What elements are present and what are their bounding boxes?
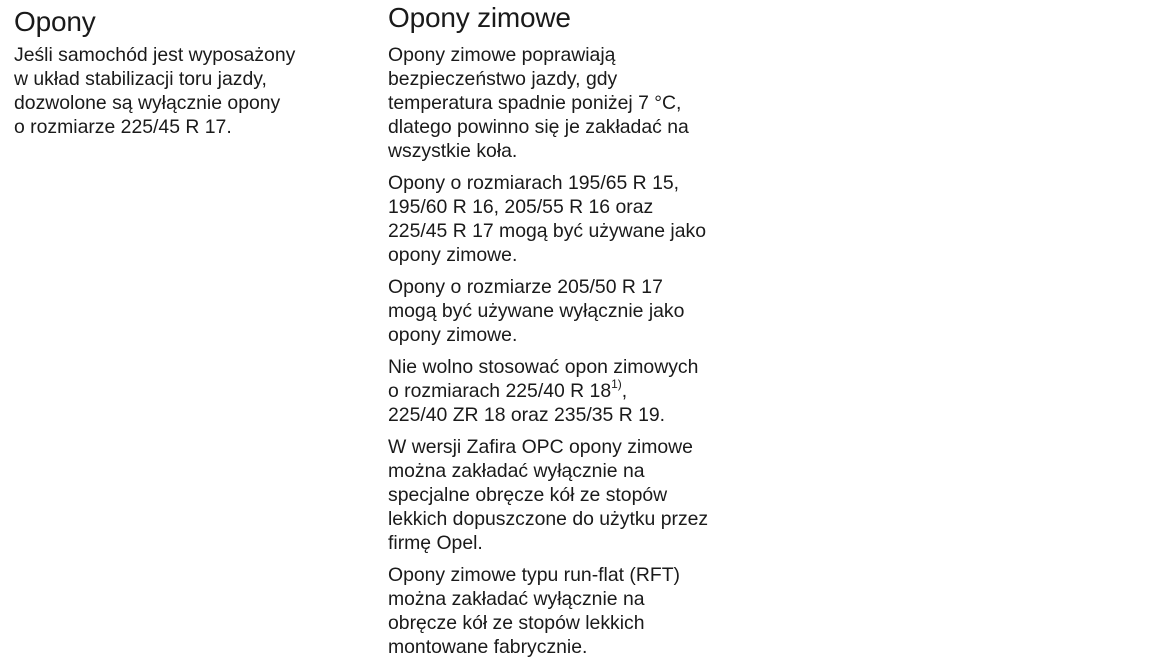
text-line: opony zimowe. xyxy=(388,244,518,266)
text-line: lekkich dopuszczone do użytku przez xyxy=(388,508,709,530)
text-line: dlatego powinno się je zakładać na xyxy=(388,116,689,138)
text-line: Opony o rozmiarze 205/50 R 17 xyxy=(388,276,663,298)
section-heading-tyres: Opony xyxy=(14,6,96,37)
winter-paragraph-opc xyxy=(388,435,788,555)
footnote-marker: 1) xyxy=(611,376,622,391)
text-segment: o rozmiarach 225/40 R 18 xyxy=(388,380,612,402)
text-line: temperatura spadnie poniżej 7 °C, xyxy=(388,92,682,114)
text-line: Jeśli samochód jest wyposażony xyxy=(14,44,296,66)
text-line: w układ stabilizacji toru jazdy, xyxy=(14,68,267,90)
text-line: wszystkie koła. xyxy=(388,140,518,162)
winter-tyres-section xyxy=(388,0,788,659)
tyres-section xyxy=(14,0,364,139)
text-line: montowane fabrycznie. xyxy=(388,636,588,658)
text-line: można zakładać wyłącznie na xyxy=(388,588,645,610)
text-line: Opony zimowe typu run-flat (RFT) xyxy=(388,564,681,586)
text-segment: , xyxy=(621,380,628,402)
text-line-with-footnote xyxy=(388,376,788,403)
text-line: 195/60 R 16, 205/55 R 16 oraz xyxy=(388,196,654,218)
text-line: firmę Opel. xyxy=(388,532,483,554)
winter-paragraph-sizes xyxy=(388,171,788,267)
text-line: bezpieczeństwo jazdy, gdy xyxy=(388,68,618,90)
text-line: 225/40 ZR 18 oraz 235/35 R 19. xyxy=(388,404,666,426)
text-line: Opony zimowe poprawiają xyxy=(388,44,616,66)
text-line: 225/45 R 17 mogą być używane jako xyxy=(388,220,706,242)
text-line: obręcze kół ze stopów lekkich xyxy=(388,612,645,634)
text-line: dozwolone są wyłącznie opony xyxy=(14,92,281,114)
text-line: o rozmiarze 225/45 R 17. xyxy=(14,116,232,138)
winter-paragraph-prohibited xyxy=(388,355,788,427)
text-line: specjalne obręcze kół ze stopów xyxy=(388,484,668,506)
text-line: Nie wolno stosować opon zimowych xyxy=(388,356,699,378)
text-line: Opony o rozmiarach 195/65 R 15, xyxy=(388,172,680,194)
tyres-paragraph xyxy=(14,43,364,139)
text-line: opony zimowe. xyxy=(388,324,518,346)
winter-paragraph-safety xyxy=(388,43,788,163)
winter-paragraph-run-flat xyxy=(388,563,788,659)
text-line: mogą być używane wyłącznie jako xyxy=(388,300,685,322)
winter-paragraph-only-winter xyxy=(388,275,788,347)
section-heading-winter-tyres: Opony zimowe xyxy=(388,2,571,33)
text-line: można zakładać wyłącznie na xyxy=(388,460,645,482)
text-line: W wersji Zafira OPC opony zimowe xyxy=(388,436,693,458)
